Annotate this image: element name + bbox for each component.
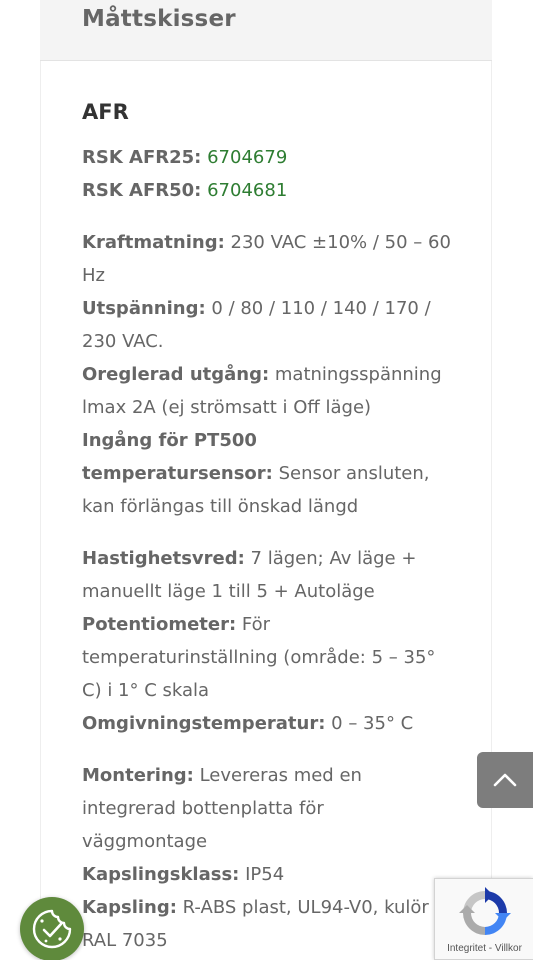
spec-value: R-ABS plast, UL94-V0, kulör RAL 7035: [82, 897, 429, 951]
cookie-check-icon: [30, 907, 74, 951]
accordion-header[interactable]: [40, 0, 492, 61]
spec-label: Ingång för PT500 temperatursensor:: [82, 430, 273, 484]
spec-value: 230 VAC ±10% / 50 – 60 Hz: [82, 232, 451, 286]
recaptcha-badge[interactable]: [434, 878, 533, 960]
spec-utspanning: [82, 292, 452, 358]
scroll-to-top-button[interactable]: [477, 752, 533, 808]
spec-label: Montering:: [82, 765, 194, 786]
rsk-link-afr50[interactable]: 6704681: [207, 180, 288, 201]
spec-label: Oreglerad utgång:: [82, 364, 270, 385]
rsk-link-afr25[interactable]: 6704679: [207, 147, 288, 168]
spec-kapsling: [82, 891, 452, 957]
rsk-label: RSK AFR50:: [82, 180, 202, 201]
spec-label: Kraftmatning:: [82, 232, 225, 253]
spec-label: Kapslingsklass:: [82, 864, 240, 885]
recaptcha-links[interactable]: Integritet - Villkor: [447, 943, 522, 954]
spec-value: 7 lägen; Av läge + manuellt läge 1 till 5 + Autoläge: [82, 548, 417, 602]
spec-ingang: [82, 424, 452, 523]
spec-value: IP54: [239, 864, 285, 885]
spec-label: Hastighetsvred:: [82, 548, 245, 569]
spec-kapslingsklass: [82, 858, 452, 891]
rsk-numbers: [82, 141, 452, 207]
spec-label: Utspänning:: [82, 298, 206, 319]
spec-label: Omgivningstemperatur:: [82, 713, 326, 734]
spec-label: Kapsling:: [82, 897, 177, 918]
rsk-line-afr25: [82, 141, 452, 174]
rsk-label: RSK AFR25:: [82, 147, 202, 168]
spec-hastighet: [82, 542, 452, 608]
spec-oreglerad: [82, 358, 452, 424]
spec-paragraph-power: [82, 226, 452, 523]
rsk-line-afr50: [82, 174, 452, 207]
spec-value: matningsspänning lmax 2A (ej strömsatt i Off läge): [82, 364, 442, 418]
recaptcha-icon: [457, 885, 513, 941]
spec-value: Sensor ansluten, kan förlängas till önskad längd: [82, 463, 430, 517]
section-heading: AFR: [82, 100, 129, 124]
spec-paragraph-mount: [82, 759, 452, 957]
spec-paragraph-control: [82, 542, 452, 740]
spec-omgivning: [82, 707, 452, 740]
chevron-up-icon: [493, 773, 517, 787]
accordion-title: Måttskisser: [82, 6, 236, 32]
cookie-consent-button[interactable]: [20, 897, 84, 960]
spec-value: Levereras med en integrerad bottenplatta för väggmontage: [82, 765, 362, 852]
spec-value: För temperaturinställning (område: 5 – 35° C) i 1° C skala: [82, 614, 436, 701]
spec-kraftmatning: [82, 226, 452, 292]
spec-montering: [82, 759, 452, 858]
spec-value: 0 – 35° C: [325, 713, 414, 734]
spec-label: Potentiometer:: [82, 614, 237, 635]
spec-value: 0 / 80 / 110 / 140 / 170 / 230 VAC.: [82, 298, 431, 352]
spec-potentiometer: [82, 608, 452, 707]
